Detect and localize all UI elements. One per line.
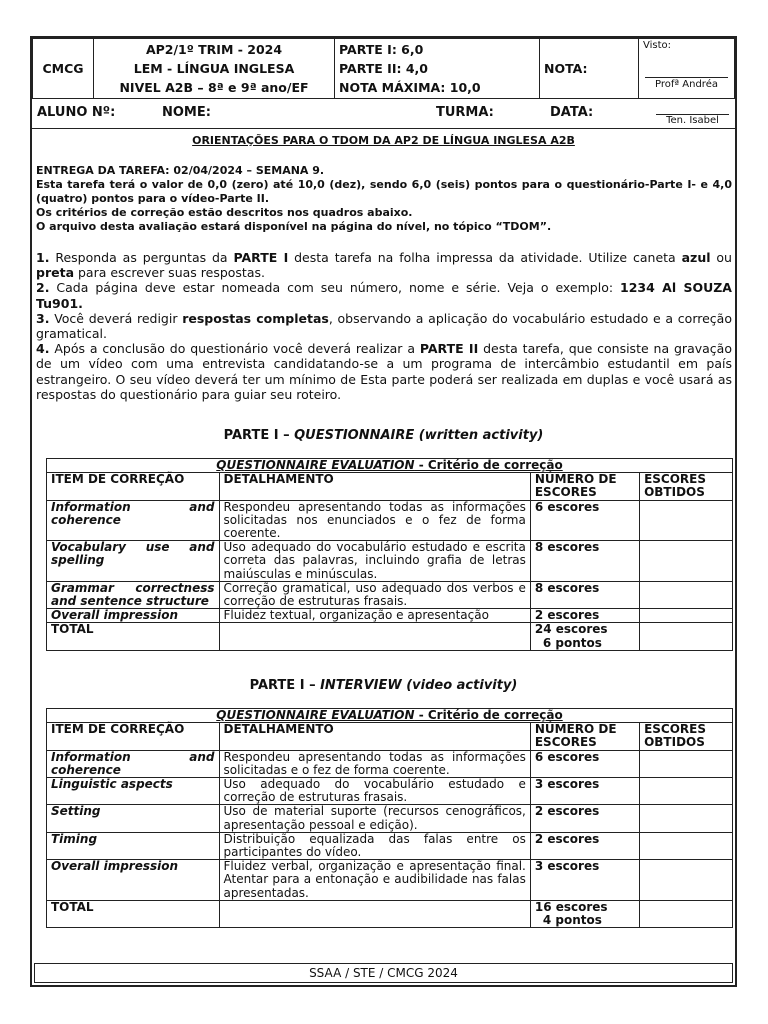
column-header: DETALHAMENTO (219, 723, 530, 750)
info-line: O arquivo desta avaliação estará disponível na página do nível, no tópico “TDOM”. (36, 220, 552, 233)
score-line: NOTA MÁXIMA: 10,0 (339, 80, 481, 95)
table-row: Linguistic aspects Uso adequado do vocabulário estudado e correção de estruturas frasais. 3 escores (47, 778, 733, 805)
obtained-score-cell[interactable] (640, 609, 733, 623)
column-header: ESCORES OBTIDOS (640, 723, 733, 750)
obtained-score-cell[interactable] (640, 832, 733, 859)
obtained-score-cell[interactable] (640, 541, 733, 582)
nota-field[interactable]: NOTA: (540, 39, 639, 99)
document-frame (30, 36, 737, 987)
table-caption: QUESTIONNAIRE EVALUATION - Critério de correção (47, 709, 733, 723)
table-row: Overall impression Fluidez verbal, organização e apresentação final. Atentar para a entonação e audibilidade nas falas apresentadas. 3 escores (47, 860, 733, 901)
step-3: 3. Você deverá redigir respostas completas, observando a aplicação do vocabulário estudado e a correção gramatical. (36, 310, 732, 342)
step-1: 1. Responda as perguntas da PARTE I desta tarefa na folha impressa da atividade. Utilize caneta azul ou preta para escrever suas respostas. (36, 250, 732, 281)
column-header: NÚMERO DE ESCORES (530, 723, 639, 750)
table-row: Information and coherence Respondeu apresentando todas as informações solicitadas nos enunciados e o fez de forma coerente. 6 escores (47, 500, 733, 541)
score-line: PARTE II: 4,0 (339, 61, 428, 76)
step-2: 2. Cada página deve estar nomeada com seu número, nome e série. Veja o exemplo: 1234 Al SOUZA Tu901. (36, 280, 732, 311)
name-field[interactable]: NOME: (162, 105, 211, 120)
obtained-total-cell[interactable] (640, 623, 733, 650)
orientation-title: ORIENTAÇÕES PARA O TDOM DA AP2 DE LÍNGUA INGLESA A2B (192, 134, 575, 147)
info-line: ENTREGA DA TAREFA: 02/04/2024 – SEMANA 9. (36, 164, 325, 177)
obtained-score-cell[interactable] (640, 500, 733, 541)
exam-line: NIVEL A2B – 8ª e 9ª ano/EF (119, 80, 309, 95)
column-header: ESCORES OBTIDOS (640, 473, 733, 500)
part1-title: PARTE I – QUESTIONNAIRE (written activity) (223, 428, 544, 443)
exam-info (94, 39, 335, 99)
obtained-score-cell[interactable] (640, 750, 733, 777)
table-row: Setting Uso de material suporte (recursos cenográficos, apresentação pessoal e edição). 2 escores (47, 805, 733, 832)
table-caption: QUESTIONNAIRE EVALUATION - Critério de correção (47, 459, 733, 473)
obtained-score-cell[interactable] (640, 778, 733, 805)
visto-label: Visto: (643, 40, 672, 51)
visto-box (639, 39, 735, 99)
task-info (36, 164, 732, 234)
obtained-score-cell[interactable] (640, 581, 733, 608)
column-header: NÚMERO DE ESCORES (530, 473, 639, 500)
obtained-total-cell[interactable] (640, 900, 733, 927)
exam-header-table (32, 38, 735, 99)
exam-line: AP2/1º TRIM - 2024 (145, 42, 283, 57)
total-row: TOTAL 24 escores 6 pontos (47, 623, 733, 650)
teacher-name: Profª Andréa (655, 79, 718, 90)
part1-evaluation-table (46, 458, 733, 651)
school-code: CMCG (33, 39, 94, 99)
obtained-score-cell[interactable] (640, 860, 733, 901)
teacher-name: Ten. Isabel (666, 115, 719, 126)
info-line: Esta tarefa terá o valor de 0,0 (zero) até 10,0 (dez), sendo 6,0 (seis) pontos para o questionário-Parte I- e 4,0 (quatro) pontos para o vídeo-Parte II. (36, 178, 732, 205)
step-4: 4. Após a conclusão do questionário você deverá realizar a PARTE II desta tarefa, que consiste na gravação de um vídeo com uma entrevista candidatando-se a um programa de intercâmbio estudantil em país estrangeiro. O seu vídeo deverá ter um mínimo de Esta parte poderá ser realizada em duplas e você usará as respostas do questionário para guiar seu roteiro. (36, 341, 732, 402)
table-row: Information and coherence Respondeu apresentando todas as informações solicitadas e o fez de forma coerente. 6 escores (47, 750, 733, 777)
column-header: ITEM DE CORREÇÃO (47, 473, 220, 500)
column-header: ITEM DE CORREÇÃO (47, 723, 220, 750)
score-line: PARTE I: 6,0 (339, 42, 424, 57)
aluno-number-field[interactable]: ALUNO Nº: (37, 105, 116, 120)
total-row: TOTAL 16 escores 4 pontos (47, 900, 733, 927)
page-footer: SSAA / STE / CMCG 2024 (34, 963, 733, 983)
column-header: DETALHAMENTO (219, 473, 530, 500)
info-line: Os critérios de correção estão descritos nos quadros abaixo. (36, 206, 413, 219)
instruction-steps (36, 250, 732, 402)
score-info (335, 39, 540, 99)
part2-title: PARTE I – INTERVIEW (video activity) (249, 678, 518, 693)
obtained-score-cell[interactable] (640, 805, 733, 832)
table-row: Grammar correctness and sentence structure Correção gramatical, uso adequado dos verbos e correção de estruturas frasais. 8 escores (47, 581, 733, 608)
table-row: Timing Distribuição equalizada das falas entre os participantes do vídeo. 2 escores (47, 832, 733, 859)
signature-line (645, 77, 728, 78)
table-row: Vocabulary use and spelling Uso adequado do vocabulário estudado e escrita correta das palavras, incluindo grafia de letras maiúsculas e minúsculas. 8 escores (47, 541, 733, 582)
turma-field[interactable]: TURMA: (436, 105, 494, 120)
part2-evaluation-table (46, 708, 733, 928)
student-info-row (32, 98, 735, 129)
table-row: Overall impression Fluidez textual, organização e apresentação 2 escores (47, 609, 733, 623)
exam-line: LEM - LÍNGUA INGLESA (133, 61, 295, 76)
date-field[interactable]: DATA: (550, 105, 594, 120)
